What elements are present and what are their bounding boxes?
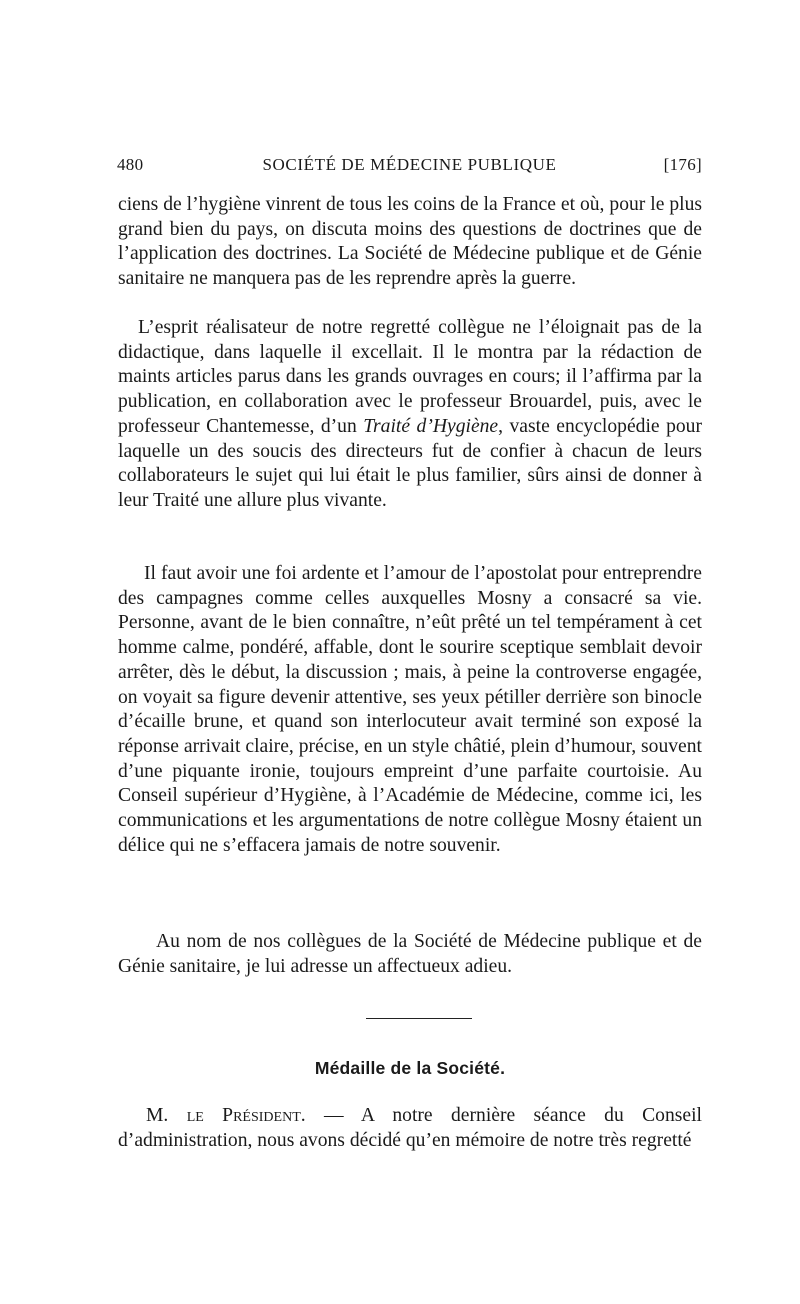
section-heading: Médaille de la Société. (314, 1058, 506, 1078)
paragraph-4: Au nom de nos collègues de la Société de Médecine publique et de Génie sanitaire, je lui adresse un affectueux adieu. (118, 931, 702, 977)
section-divider (366, 1018, 472, 1019)
running-head (117, 155, 702, 179)
folio-number: [176] (663, 155, 702, 174)
speaker-label: M. le Président. (146, 1105, 306, 1126)
page-number: 480 (117, 155, 144, 174)
paragraph-2 (118, 316, 702, 514)
paragraph-5 (118, 1104, 702, 1153)
paragraph-5-text: — A notre dernière séance du Conseil d’administration, nous avons décidé qu’en mémoire de notre très regretté (118, 1105, 702, 1151)
book-title-italic: Traité d’Hygiène (363, 415, 499, 437)
paragraph-3: Il faut avoir une foi ardente et l’amour de l’apostolat pour entreprendre des campagnes comme celles auxquelles Mosny a consacré sa vie. Personne, avant de le bien connaître, n’eût prêté un tel tempérament à cet homme calme, pondéré, affable, dont le sourire sceptique semblait devoir arrêter, dès le début, la discussion ; mais, à peine la controverse engagée, on voyait sa figure devenir attentive, ses yeux pétiller derrière son binocle d’écaille brune, et quand son interlocuteur avait terminé son exposé la réponse arrivait claire, précise, en un style châtié, plein d’humour, souvent d’une piquante ironie, toujours empreint d’une parfaite courtoisie. Au Conseil supérieur d’Hygiène, à l’Académie de Médecine, comme ici, les communications et les argumentations de notre collègue Mosny étaient un délice qui ne s’effacera jamais de notre souvenir. (118, 563, 702, 856)
paragraph-2-text-a: L’esprit réalisateur de notre regretté collègue ne l’éloignait pas de la didactique, dans laquelle il excellait. Il le montra par la rédaction de maints articles parus dans les grands ouvrages en cours; il l’affirma par la publication, en collaboration avec le professeur Brouardel, puis, avec le professeur Chantemesse, d’un (118, 317, 702, 437)
running-head-title: SOCIÉTÉ DE MÉDECINE PUBLIQUE (262, 155, 557, 174)
paragraph-1: ciens de l’hygiène vinrent de tous les coins de la France et où, pour le plus grand bien du pays, on discuta moins des questions de doctrines que de l’application des doctrines. La Société de Médecine publique et de Génie sanitaire ne manquera pas de les reprendre après la guerre. (118, 194, 702, 290)
paragraph-2-text-b: , vaste encyclopédie pour laquelle un des soucis des directeurs fut de confier à chacun de leurs collaborateurs le sujet qui lui était le plus familier, sûrs ainsi de donner à leur Traité une allure plus vivante. (118, 415, 702, 511)
